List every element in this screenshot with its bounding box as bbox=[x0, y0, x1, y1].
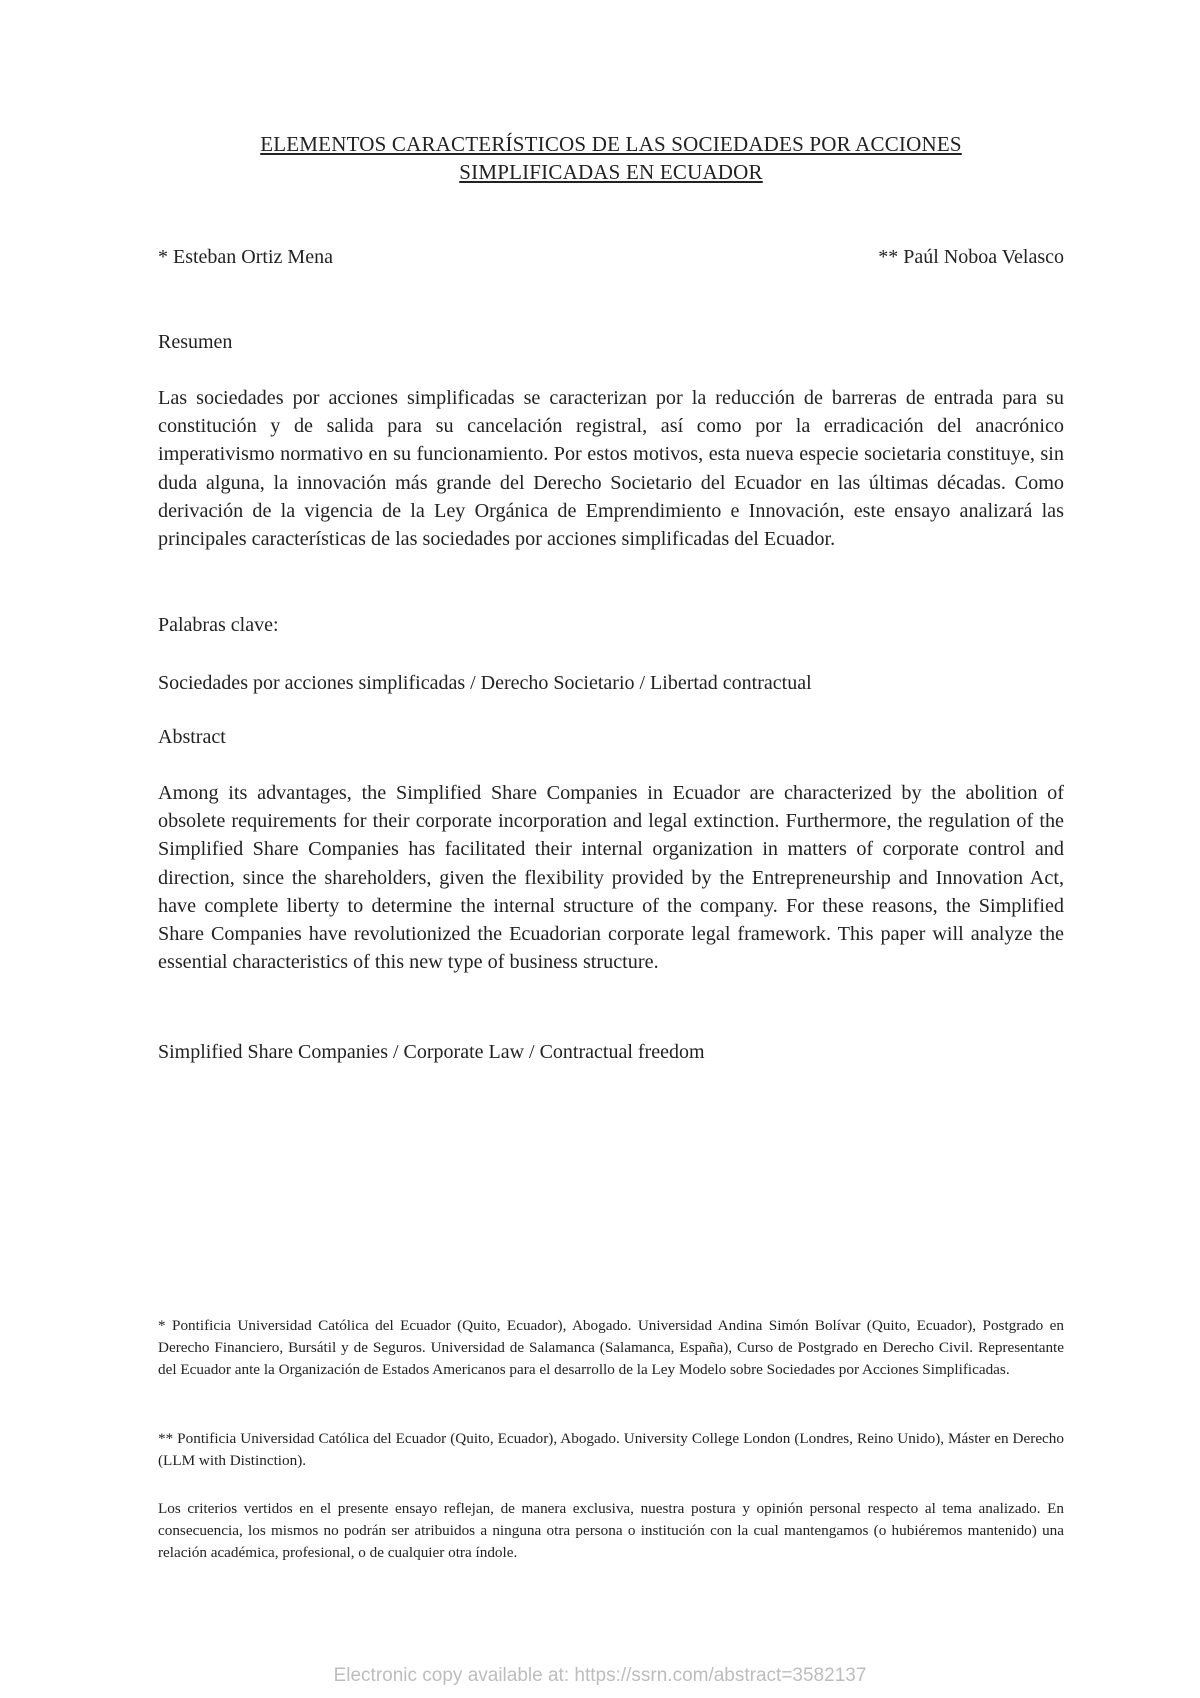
abstract-heading: Abstract bbox=[158, 726, 226, 748]
footnote-disclaimer: Los criterios vertidos en el presente ensayo reflejan, de manera exclusiva, nuestra postura y opinión personal respecto al tema analizado. En consecuencia, los mismos no podrán ser atribuidos a ninguna otra persona o institución con la cual mantengamos (o hubiéremos mantenido) una relación académica, profesional, o de cualquier otra índole. bbox=[158, 1500, 1064, 1561]
palabras-clave-heading: Palabras clave: bbox=[158, 614, 279, 636]
paper-title bbox=[158, 130, 1064, 186]
author-first: * Esteban Ortiz Mena bbox=[158, 246, 333, 268]
footnote-second: ** Pontificia Universidad Católica del Ecuador (Quito, Ecuador), Abogado. University College London (Londres, Reino Unido), Máster en Derecho (LLM with Distinction). bbox=[158, 1430, 1064, 1469]
paper-page bbox=[158, 0, 1064, 1698]
footnote-first: * Pontificia Universidad Católica del Ecuador (Quito, Ecuador), Abogado. Universidad Andina Simón Bolívar (Quito, Ecuador), Postgrado en Derecho Financiero, Bursátil y de Seguros. Universidad de Salamanca (Salamanca, España), Curso de Postgrado en Derecho Civil. Representante del Ecuador ante la Organización de Estados Americanos para el desarrollo de la Ley Modelo sobre Sociedades por Acciones Simplificadas. bbox=[158, 1317, 1064, 1378]
resumen-heading: Resumen bbox=[158, 331, 233, 353]
title-line-1: ELEMENTOS CARACTERÍSTICOS DE LAS SOCIEDADES POR ACCIONES bbox=[260, 132, 962, 156]
palabras-clave-text: Sociedades por acciones simplificadas / Derecho Societario / Libertad contractual bbox=[158, 672, 812, 694]
abstract-body: Among its advantages, the Simplified Share Companies in Ecuador are characterized by the abolition of obsolete requirements for their corporate incorporation and legal extinction. Furthermore, the regulation of the Simplified Share Companies has facilitated their internal organization in matters of corporate control and direction, since the shareholders, given the flexibility provided by the Entrepreneurship and Innovation Act, have complete liberty to determine the internal structure of the company. For these reasons, the Simplified Share Companies have revolutionized the Ecuadorian corporate legal framework. This paper will analyze the essential characteristics of this new type of business structure. bbox=[158, 782, 1064, 974]
resumen-body: Las sociedades por acciones simplificadas se caracterizan por la reducción de barreras de entrada para su constitución y de salida para su cancelación registral, así como por la erradicación del anacrónico imperativismo normativo en su funcionamiento. Por estos motivos, esta nueva especie societaria constituye, sin duda alguna, la innovación más grande del Derecho Societario del Ecuador en las últimas décadas. Como derivación de la vigencia de la Ley Orgánica de Emprendimiento e Innovación, este ensayo analizará las principales características de las sociedades por acciones simplificadas del Ecuador. bbox=[158, 387, 1064, 551]
title-line-2: SIMPLIFICADAS EN ECUADOR bbox=[459, 160, 763, 184]
author-second: ** Paúl Noboa Velasco bbox=[878, 246, 1064, 268]
abstract-keywords: Simplified Share Companies / Corporate Law / Contractual freedom bbox=[158, 1041, 705, 1063]
ssrn-notice[interactable]: Electronic copy available at: https://ssrn.com/abstract=3582137 bbox=[333, 1665, 867, 1686]
